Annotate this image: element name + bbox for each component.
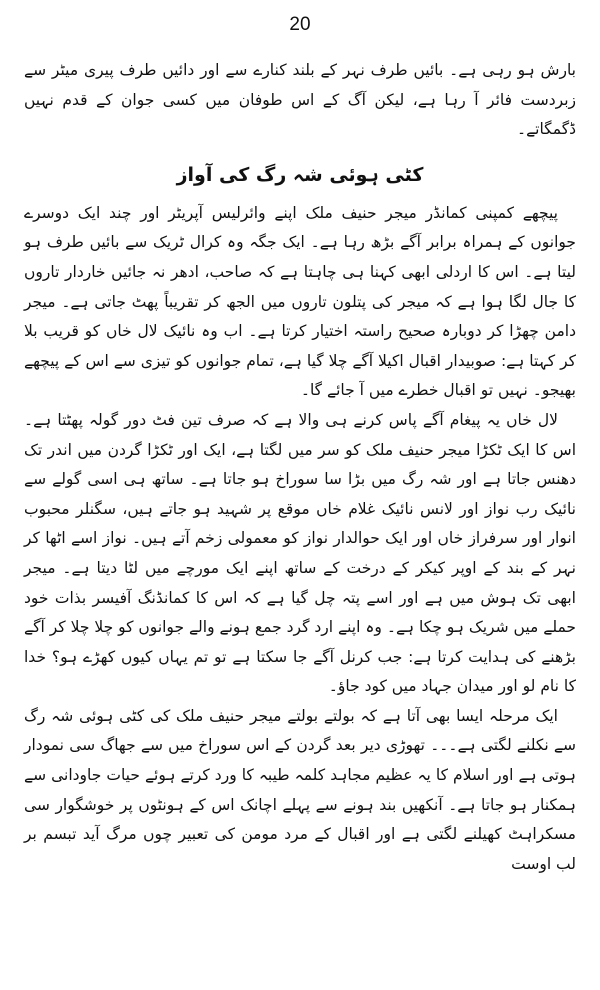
paragraph-1: پیچھے کمپنی کمانڈر میجر حنیف ملک اپنے وائرلیس آپریٹر اور چند ایک دوسرے جوانوں کے ہمراہ برابر آگے بڑھ رہا ہے۔ ایک جگہ وہ کرال ٹریک سے بائیں طرف ہو لیتا ہے۔ اس کا اردلی ابھی کہنا ہی چاہتا ہے کہ صاحب، ادھر نہ جائیں خاردار تاروں کا جال لگا ہوا ہے کہ میجر کی پتلون تاروں میں الجھ کر تقریباً پھٹ جاتی ہے۔ میجر دامن چھڑا کر دوبارہ صحیح راستہ اختیار کرتا ہے۔ اب وہ نائیک لال خاں کو قریب بلا کر کہتا ہے: صوبیدار اقبال اکیلا آگے چلا گیا ہے، تمام جوانوں کو تیزی سے اس کے پیچھے بھیجو۔ نہیں تو اقبال خطرے میں آ جائے گا۔ xyxy=(24,203,576,400)
intro-paragraph: بارش ہو رہی ہے۔ بائیں طرف نہر کے بلند کنارے سے اور دائیں طرف پیری میٹر سے زبردست فائر آ رہا ہے، لیکن آگ کے اس طوفان میں کسی جوان کے قدم نہیں ڈگمگاتے۔ xyxy=(24,61,576,139)
paragraph-3: ایک مرحلہ ایسا بھی آتا ہے کہ بولتے بولتے میجر حنیف ملک کی کٹی ہوئی شہ رگ سے نکلنے لگتی ہے۔۔۔ تھوڑی دیر بعد گردن کے اس سوراخ میں سے جھاگ سی نمودار ہوتی ہے اور اسلام کا یہ عظیم مجاہد کلمہ طیبہ کا ورد کرتے ہوئے حیات جاودانی سے ہمکنار ہو جاتا ہے۔ آنکھیں بند ہونے سے پہلے اچانک اس کے ہونٹوں پر خوشگوار سی مسکراہٹ کھیلنے لگتی ہے اور اقبال کے مرد مومن کی تعبیر چوں مرگ آید تبسم بر لب اوست xyxy=(24,706,576,873)
section-heading: کٹی ہوئی شہ رگ کی آواز xyxy=(176,163,424,186)
page-number: 20 xyxy=(289,14,311,35)
paragraph-2: لال خاں یہ پیغام آگے پاس کرنے ہی والا ہے کہ صرف تین فٹ دور گولہ پھٹتا ہے۔ اس کا ایک ٹکڑا میجر حنیف ملک کو سر میں لگتا ہے، ایک اور ٹکڑا گردن میں اندر تک دھنس جاتا ہے اور شہ رگ میں بڑا سا سوراخ ہو جاتا ہے۔ ساتھ ہی اسی گولے سے نائیک رب نواز اور لانس نائیک غلام خاں موقع پر شہید ہو جاتے ہیں، سگنلر محبوب انوار اور سرفراز خاں اور ایک حوالدار نواز کو معمولی زخم آتے ہیں۔ نواز اسے اٹھا کر نہر کے بند کے اوپر کیکر کے درخت کے ساتھ اپنے ایک مورچے میں لٹا دیتا ہے۔ میجر ابھی تک ہوش میں ہے اور اسے پتہ چل گیا ہے کہ اس کا کمانڈنگ آفیسر بذات خود حملے میں شریک ہو چکا ہے۔ وہ اپنے ارد گرد جمع ہونے والے جوانوں کو چلا چلا کر آگے بڑھنے کی ہدایت کرتا ہے: جب کرنل آگے جا سکتا ہے تو تم یہاں کیوں کھڑے ہو؟ خدا کا نام لو اور میدان جہاد میں کود جاؤ۔ xyxy=(24,410,576,696)
page-body xyxy=(24,56,576,879)
